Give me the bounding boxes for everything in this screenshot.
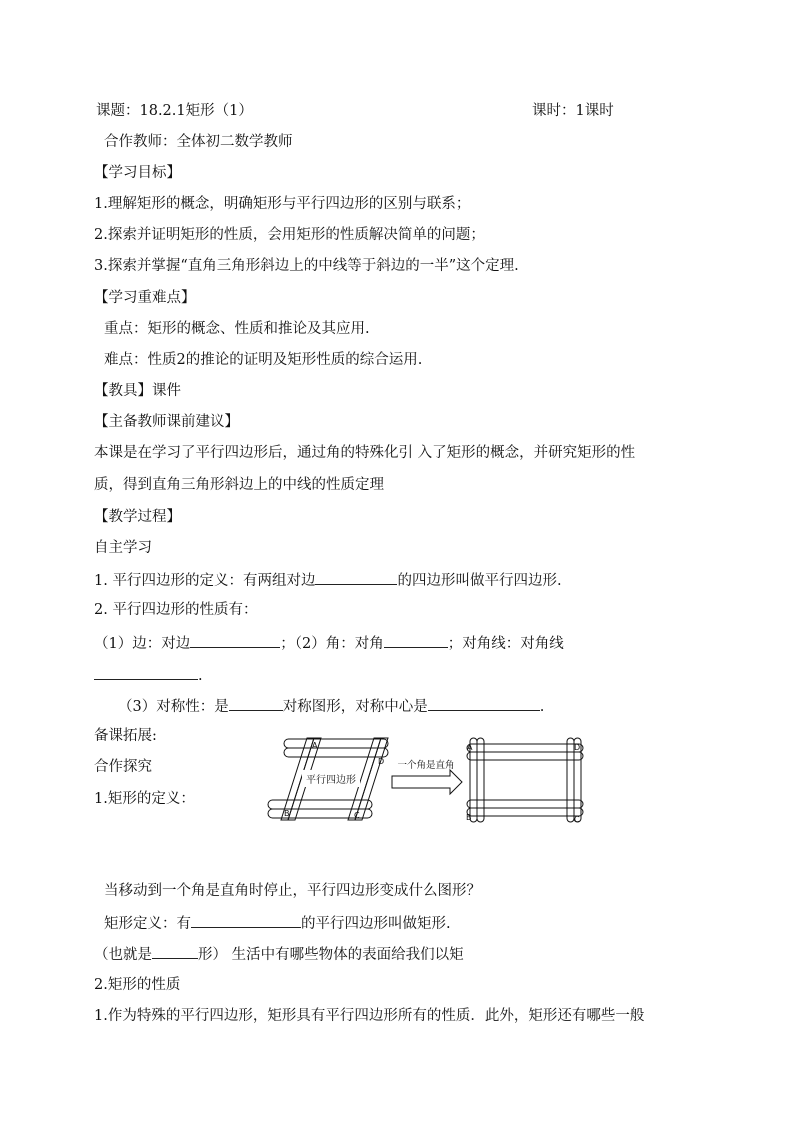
goal-item-3: 3.探索并掌握“直角三角形斜边上的中线等于斜边的一半”这个定理.: [94, 258, 519, 274]
tools-heading: 【教具】: [94, 383, 152, 399]
tools-value: 课件: [152, 383, 181, 399]
lesson-title: 课题：18.2.1矩形（1）: [96, 103, 253, 119]
left-label-a: A: [312, 741, 318, 750]
blank[interactable]: [152, 944, 198, 959]
lesson-hours: 课时：1课时: [532, 103, 614, 119]
key-points-heading: 【学习重难点】: [94, 290, 196, 306]
question-2-1: （1）边：对边 ；（2）角：对角 ；对角线：对角线: [94, 633, 564, 653]
arrow: [392, 770, 462, 794]
right-label-c: C: [574, 815, 580, 824]
right-label-d: D: [574, 743, 581, 752]
tools-line: [94, 382, 181, 400]
suggestion-heading: 【主备教师课前建议】: [94, 414, 239, 430]
question-2-3: （3）对称性：是 对称图形，对称中心是 .: [118, 696, 544, 716]
left-label-b: B: [284, 809, 290, 818]
suggestion-line-1: 本课是在学习了平行四边形后，通过角的特殊化引 入了矩形的概念，并研究矩形的性: [94, 445, 636, 461]
arrow-label: 一个角是直角: [397, 760, 455, 771]
difficult-point: 难点：性质2的推论的证明及矩形性质的综合运用.: [104, 352, 423, 368]
extension-label: 备课拓展:: [94, 728, 157, 744]
question-2-1-cont: .: [94, 665, 203, 685]
cooperating-teachers: 合作教师：全体初二数学教师: [104, 134, 293, 150]
process-heading: 【教学过程】: [94, 509, 181, 525]
right-label-a: A: [467, 743, 473, 752]
transform-question: 当移动到一个角是直角时停止，平行四边形变成什么图形？: [104, 883, 481, 899]
blank[interactable]: [315, 570, 397, 585]
properties-heading: 2.矩形的性质: [94, 977, 181, 993]
blank[interactable]: [384, 633, 448, 648]
goal-item-1: 1.理解矩形的概念，明确矩形与平行四边形的区别与联系；: [94, 196, 471, 212]
blank[interactable]: [191, 913, 301, 928]
blank[interactable]: [190, 633, 280, 648]
definition-heading: 1.矩形的定义：: [94, 791, 195, 807]
blank[interactable]: [229, 696, 283, 711]
parallelogram-to-rectangle-figure: [262, 730, 592, 830]
suggestion-line-2: 质，得到直角三角形斜边上的中线的性质定理: [94, 477, 384, 493]
goal-item-2: 2.探索并证明矩形的性质，会用矩形的性质解决简单的问题；: [94, 227, 485, 243]
rectangle-strips: [467, 738, 583, 822]
right-label-b: B: [466, 813, 472, 822]
also-called: （也就是 形） 生活中有哪些物体的表面给我们以矩: [94, 944, 464, 964]
key-point: 重点：矩形的概念、性质和推论及其应用.: [104, 321, 370, 337]
blank[interactable]: [428, 696, 540, 711]
parallelogram-label: 平行四边形: [306, 775, 356, 786]
left-label-d: D: [378, 757, 385, 766]
goals-heading: 【学习目标】: [94, 165, 181, 181]
rectangle-definition: 矩形定义：有 的平行四边形叫做矩形.: [104, 913, 451, 933]
self-study-label: 自主学习: [94, 540, 152, 556]
question-1: 1. 平行四边形的定义：有两组对边 的四边形叫做平行四边形.: [94, 570, 562, 590]
coop-label: 合作探究: [94, 759, 152, 775]
property-1: 1.作为特殊的平行四边形，矩形具有平行四边形所有的性质．此外，矩形还有哪些一般: [94, 1008, 645, 1024]
question-2: 2. 平行四边形的性质有：: [94, 602, 258, 618]
blank[interactable]: [94, 665, 198, 680]
left-label-c: C: [354, 811, 360, 820]
